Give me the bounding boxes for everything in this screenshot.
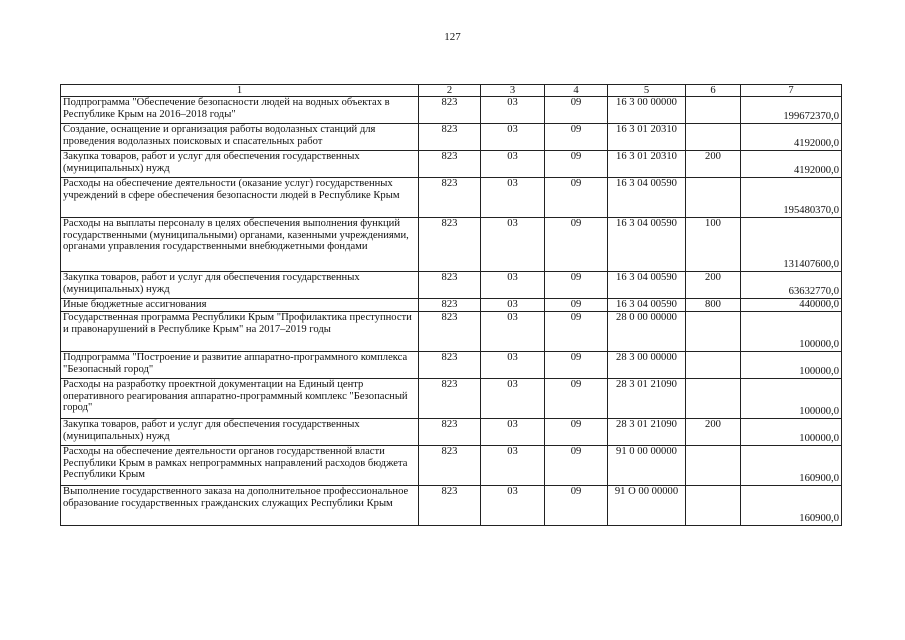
row-code-6 [686, 446, 741, 486]
row-amount: 100000,0 [741, 419, 842, 446]
header-cell: 6 [686, 85, 741, 97]
table-row [61, 379, 842, 419]
row-code-3: 03 [481, 419, 545, 446]
row-code-6 [686, 312, 741, 352]
row-code-2: 823 [419, 151, 481, 178]
row-name: Закупка товаров, работ и услуг для обеспечения государственных (муниципальных) нужд [61, 272, 419, 299]
row-code-2: 823 [419, 124, 481, 151]
row-code-2: 823 [419, 312, 481, 352]
row-amount: 160900,0 [741, 446, 842, 486]
row-amount: 4192000,0 [741, 151, 842, 178]
row-code-4: 09 [545, 178, 608, 218]
row-name: Закупка товаров, работ и услуг для обеспечения государственных (муниципальных) нужд [61, 419, 419, 446]
row-code-4: 09 [545, 218, 608, 272]
row-code-6: 200 [686, 419, 741, 446]
row-amount: 195480370,0 [741, 178, 842, 218]
header-cell: 5 [608, 85, 686, 97]
table-row [61, 97, 842, 124]
row-code-5: 91 О 00 00000 [608, 486, 686, 526]
row-code-6 [686, 124, 741, 151]
row-code-6: 200 [686, 272, 741, 299]
row-code-3: 03 [481, 312, 545, 352]
row-code-2: 823 [419, 272, 481, 299]
row-code-4: 09 [545, 446, 608, 486]
row-code-4: 09 [545, 97, 608, 124]
row-amount: 131407600,0 [741, 218, 842, 272]
row-code-2: 823 [419, 352, 481, 379]
header-cell: 2 [419, 85, 481, 97]
table-row [61, 419, 842, 446]
row-name: Расходы на обеспечение деятельности (оказание услуг) государственных учреждений в сфере обеспечения безопасности людей в Республике Крым [61, 178, 419, 218]
row-code-2: 823 [419, 97, 481, 124]
row-code-3: 03 [481, 352, 545, 379]
row-code-4: 09 [545, 124, 608, 151]
row-name: Расходы на обеспечение деятельности органов государственной власти Республики Крым в рамках непрограммных направлений расходов бюджета Республики Крым [61, 446, 419, 486]
row-code-5: 16 3 00 00000 [608, 97, 686, 124]
row-code-6 [686, 178, 741, 218]
row-code-3: 03 [481, 178, 545, 218]
row-name: Закупка товаров, работ и услуг для обеспечения государственных (муниципальных) нужд [61, 151, 419, 178]
header-row [61, 85, 842, 97]
table-row [61, 151, 842, 178]
header-cell: 1 [61, 85, 419, 97]
table-row [61, 272, 842, 299]
row-code-3: 03 [481, 218, 545, 272]
table-row [61, 352, 842, 379]
row-code-2: 823 [419, 446, 481, 486]
row-amount: 4192000,0 [741, 124, 842, 151]
row-amount: 100000,0 [741, 352, 842, 379]
row-code-6 [686, 379, 741, 419]
row-code-5: 28 0 00 00000 [608, 312, 686, 352]
row-code-6: 100 [686, 218, 741, 272]
row-amount: 199672370,0 [741, 97, 842, 124]
row-code-2: 823 [419, 486, 481, 526]
row-code-5: 16 3 01 20310 [608, 124, 686, 151]
table-row [61, 446, 842, 486]
row-code-3: 03 [481, 446, 545, 486]
row-name: Иные бюджетные ассигнования [61, 299, 419, 312]
row-code-2: 823 [419, 218, 481, 272]
row-code-5: 91 0 00 00000 [608, 446, 686, 486]
budget-table [60, 84, 842, 526]
table-row [61, 486, 842, 526]
row-amount: 63632770,0 [741, 272, 842, 299]
row-name: Государственная программа Республики Крым "Профилактика преступности и правонарушений в Республике Крым" на 2017–2019 годы [61, 312, 419, 352]
row-code-2: 823 [419, 419, 481, 446]
row-code-4: 09 [545, 419, 608, 446]
row-code-6 [686, 97, 741, 124]
row-code-3: 03 [481, 124, 545, 151]
row-code-4: 09 [545, 299, 608, 312]
row-code-3: 03 [481, 379, 545, 419]
row-amount: 440000,0 [741, 299, 842, 312]
row-code-4: 09 [545, 486, 608, 526]
row-code-6 [686, 486, 741, 526]
row-code-5: 28 3 00 00000 [608, 352, 686, 379]
row-code-4: 09 [545, 352, 608, 379]
row-name: Расходы на выплаты персоналу в целях обеспечения выполнения функций государственными (муниципальными) органами, казенными учреждениями, органами управления государственными внебюджетными фондами [61, 218, 419, 272]
row-code-4: 09 [545, 379, 608, 419]
row-code-6: 200 [686, 151, 741, 178]
row-code-3: 03 [481, 299, 545, 312]
row-code-6: 800 [686, 299, 741, 312]
row-code-4: 09 [545, 272, 608, 299]
row-code-5: 16 3 04 00590 [608, 178, 686, 218]
table-row [61, 312, 842, 352]
row-code-5: 16 3 01 20310 [608, 151, 686, 178]
header-cell: 4 [545, 85, 608, 97]
row-amount: 100000,0 [741, 379, 842, 419]
table-row [61, 299, 842, 312]
row-code-3: 03 [481, 486, 545, 526]
row-code-4: 09 [545, 151, 608, 178]
row-name: Подпрограмма "Построение и развитие аппаратно-программного комплекса "Безопасный город" [61, 352, 419, 379]
table-row [61, 124, 842, 151]
row-code-5: 16 3 04 00590 [608, 272, 686, 299]
row-name: Создание, оснащение и организация работы водолазных станций для проведения водолазных поисковых и спасательных работ [61, 124, 419, 151]
row-code-3: 03 [481, 272, 545, 299]
row-code-6 [686, 352, 741, 379]
table-row [61, 218, 842, 272]
row-amount: 160900,0 [741, 486, 842, 526]
page-number: 127 [444, 31, 461, 43]
table-row [61, 178, 842, 218]
row-code-3: 03 [481, 151, 545, 178]
row-code-2: 823 [419, 299, 481, 312]
row-code-5: 16 3 04 00590 [608, 299, 686, 312]
row-name: Выполнение государственного заказа на дополнительное профессиональное образование государственных гражданских служащих Республики Крым [61, 486, 419, 526]
row-code-2: 823 [419, 379, 481, 419]
row-name: Расходы на разработку проектной документации на Единый центр оперативного реагирования аппаратно-программный комплекс "Безопасный город" [61, 379, 419, 419]
row-code-3: 03 [481, 97, 545, 124]
row-amount: 100000,0 [741, 312, 842, 352]
row-code-2: 823 [419, 178, 481, 218]
row-name: Подпрограмма "Обеспечение безопасности людей на водных объектах в Республике Крым на 2016–2018 годы" [61, 97, 419, 124]
row-code-5: 16 3 04 00590 [608, 218, 686, 272]
row-code-5: 28 3 01 21090 [608, 419, 686, 446]
header-cell: 7 [741, 85, 842, 97]
row-code-4: 09 [545, 312, 608, 352]
header-cell: 3 [481, 85, 545, 97]
row-code-5: 28 3 01 21090 [608, 379, 686, 419]
